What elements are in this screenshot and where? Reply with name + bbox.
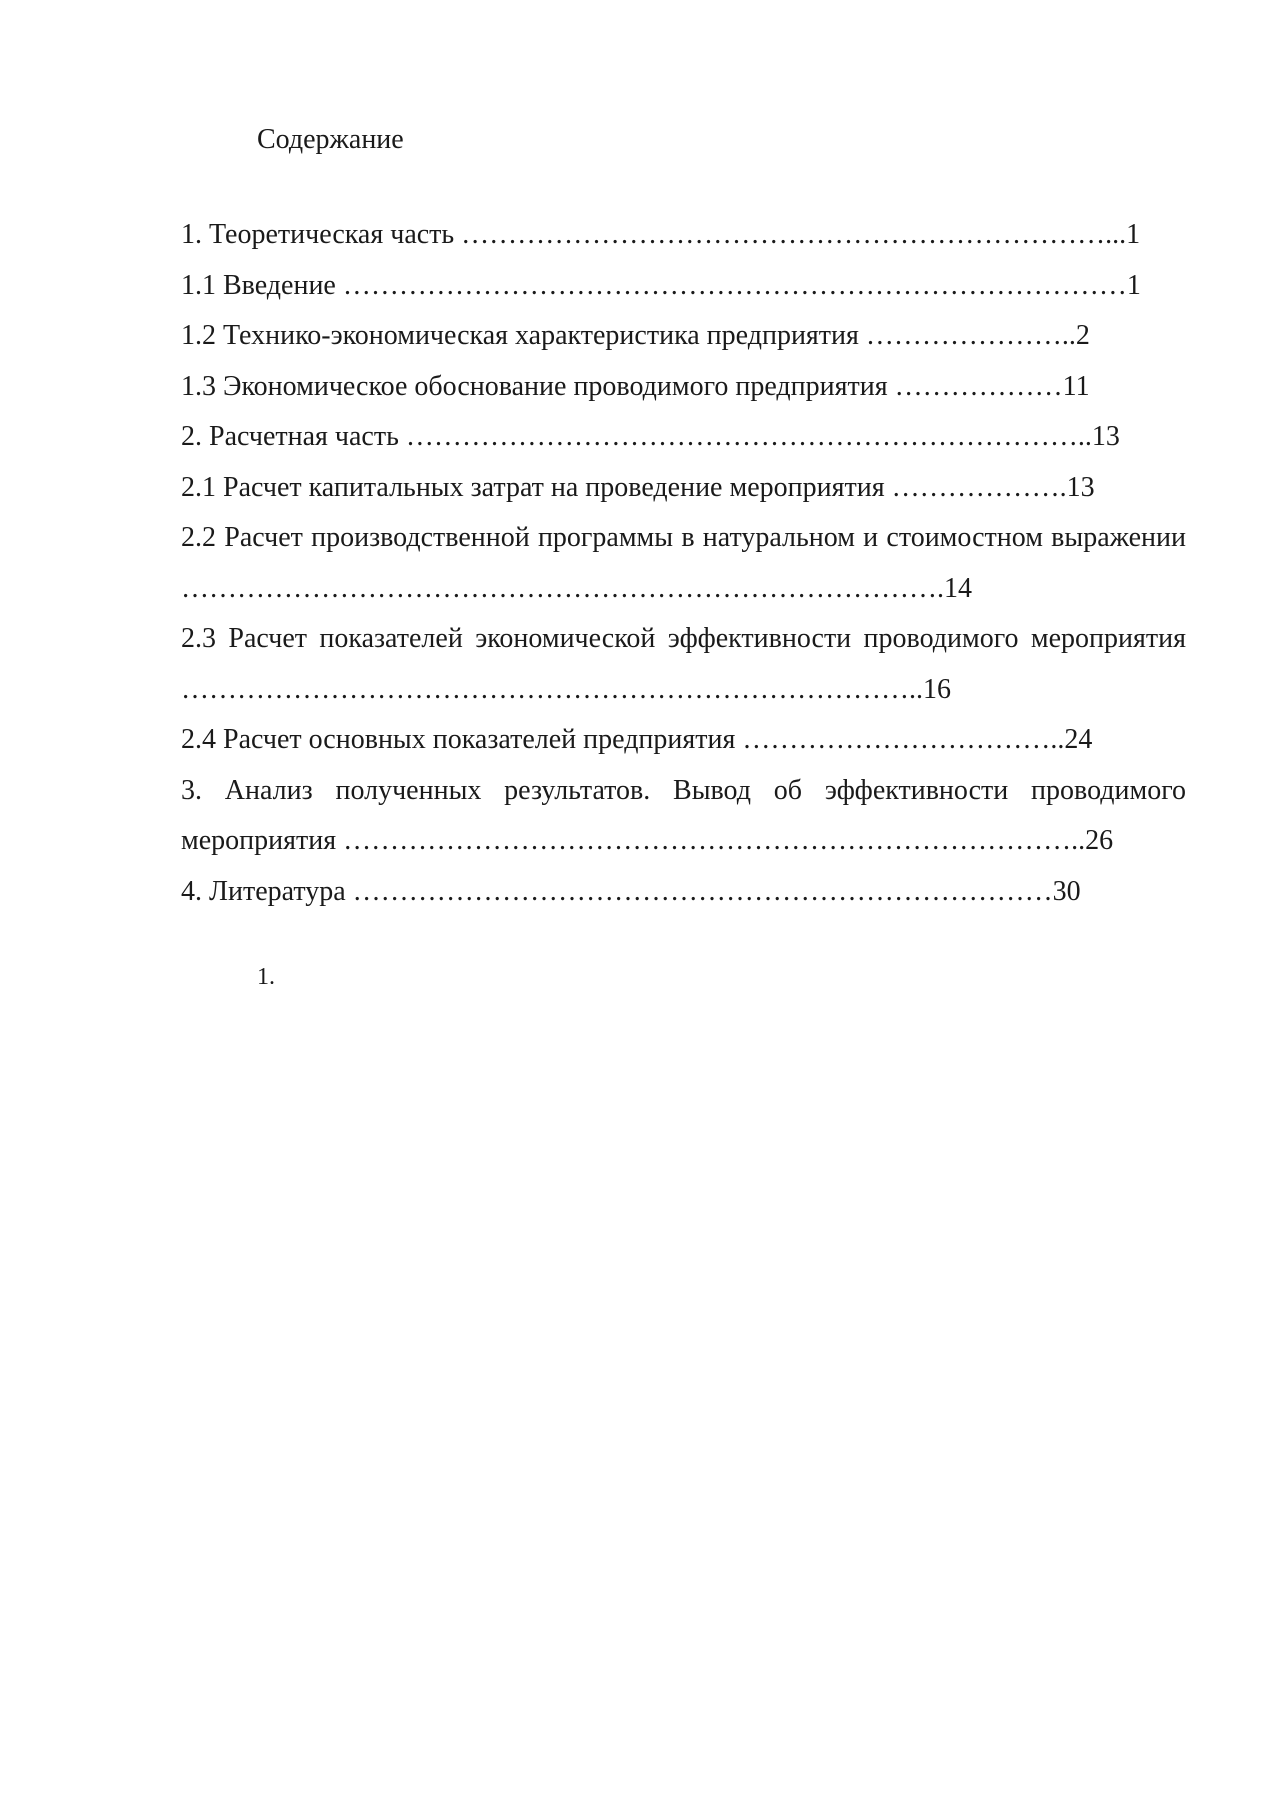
toc-item-3: 3. Анализ полученных результатов. Вывод об эффективности проводимого мероприятия ……………………………………………………………………..26 (181, 774, 1186, 856)
toc-item-2-4: 2.4 Расчет основных показателей предприятия ……………………………..24 (181, 724, 1093, 755)
toc-item-1-3: 1.3 Экономическое обоснование проводимого предприятия ………………11 (181, 370, 1090, 402)
toc-item-2-3: 2.3 Расчет показателей экономической эффективности проводимого мероприятия ……………………………………………………………………..16 (181, 623, 1186, 705)
page-title: Содержание (257, 124, 404, 155)
table-of-contents (181, 210, 1186, 917)
toc-item-1: 1. Теоретическая часть ……………………………………………………………...1 (181, 219, 1141, 250)
toc-item-2-2: 2.2 Расчет производственной программы в натуральном и стоимостном выражении ……………………………………………………………………….14 (181, 522, 1186, 604)
toc-item-2-1: 2.1 Расчет капитальных затрат на проведение мероприятия ……………….13 (181, 471, 1095, 503)
toc-item-2: 2. Расчетная часть ………………………………………………………………..13 (181, 421, 1120, 452)
toc-item-1-2: 1.2 Технико-экономическая характеристика предприятия …………………..2 (181, 320, 1090, 351)
page-number: 1. (257, 964, 275, 990)
toc-item-1-1: 1.1 Введение …………………………………………………………………………1 (181, 269, 1141, 301)
toc-item-4: 4. Литература …………………………………………………………………30 (181, 875, 1081, 907)
